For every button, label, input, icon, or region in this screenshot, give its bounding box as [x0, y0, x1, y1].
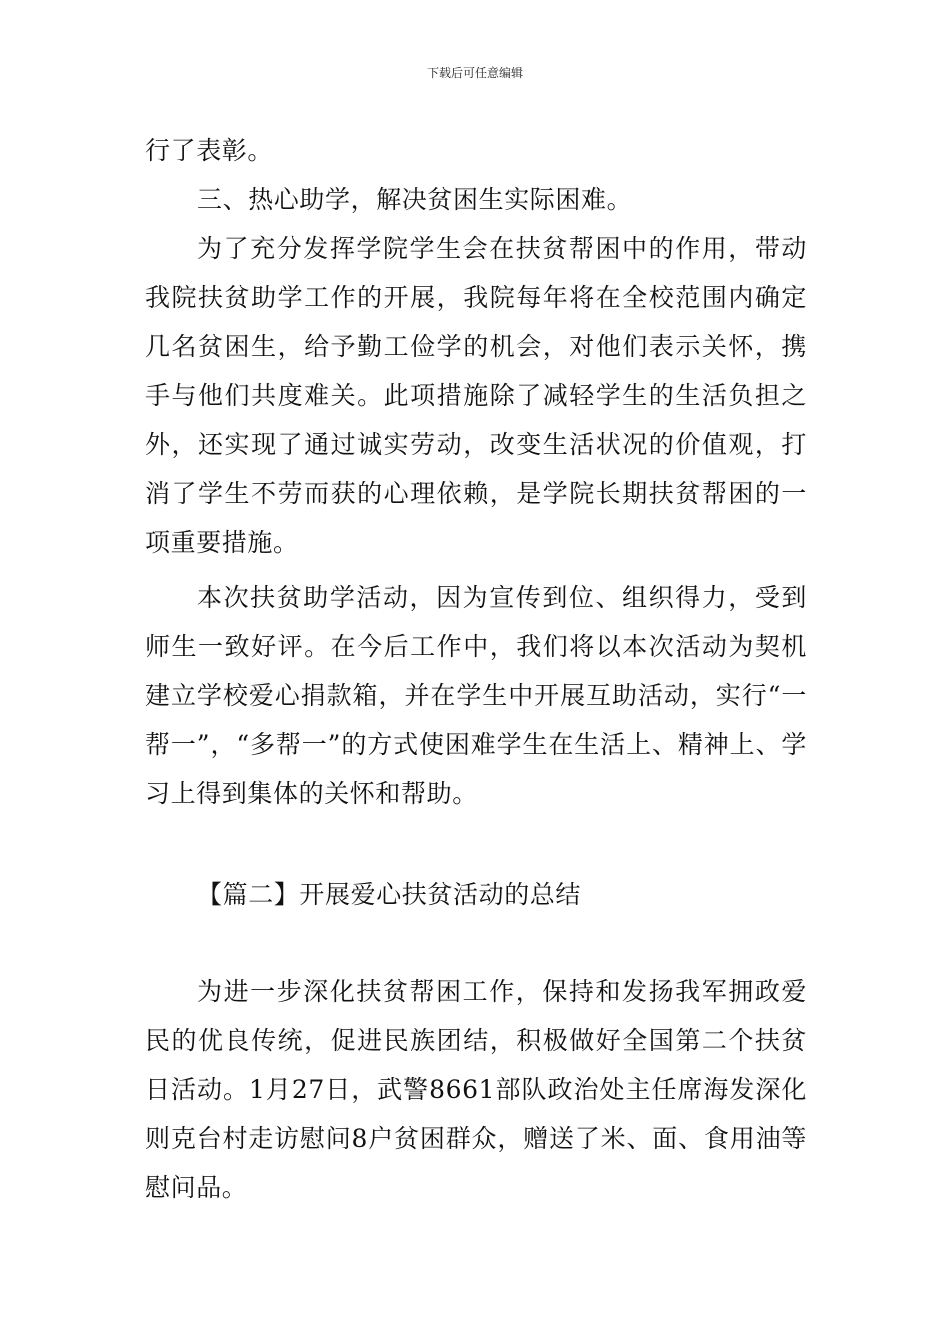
paragraph-student-aid: 为了充分发挥学院学生会在扶贫帮困中的作用，带动我院扶贫助学工作的开展，我院每年将在全校范围内确定几名贫困生，给予勤工俭学的机会，对他们表示关怀，携手与他们共度难关。此项措施除了减轻学生的生活负担之外，还实现了通过诚实劳动，改变生活状况的价值观，打消了学生不劳而获的心理依赖，是学院长期扶贫帮困的一项重要措施。 [145, 234, 807, 557]
paragraph-activity-review: 本次扶贫助学活动，因为宣传到位、组织得力，受到师生一致好评。在今后工作中，我们将以本次活动为契机建立学校爱心捐款箱，并在学生中开展互助活动，实行“一帮一”，“多帮一”的方式使困难学生在生活上、精神上、学习上得到集体的关怀和帮助。 [145, 583, 807, 808]
paragraph-continuation: 行了表彰。 [145, 136, 274, 165]
section-heading: 【篇二】开展爱心扶贫活动的总结 [197, 880, 582, 909]
paragraph-section-two-intro: 为进一步深化扶贫帮困工作，保持和发扬我军拥政爱民的优良传统，促进民族团结，积极做好全国第二个扶贫日活动。1月27日，武警8661部队政治处主任席海发深化则克台村走访慰问8户贫困群众，赠送了米、面、食用油等慰问品。 [145, 977, 807, 1202]
section-point-three: 三、热心助学，解决贫困生实际困难。 [197, 185, 633, 214]
header-note: 下载后可任意编辑 [426, 66, 523, 80]
